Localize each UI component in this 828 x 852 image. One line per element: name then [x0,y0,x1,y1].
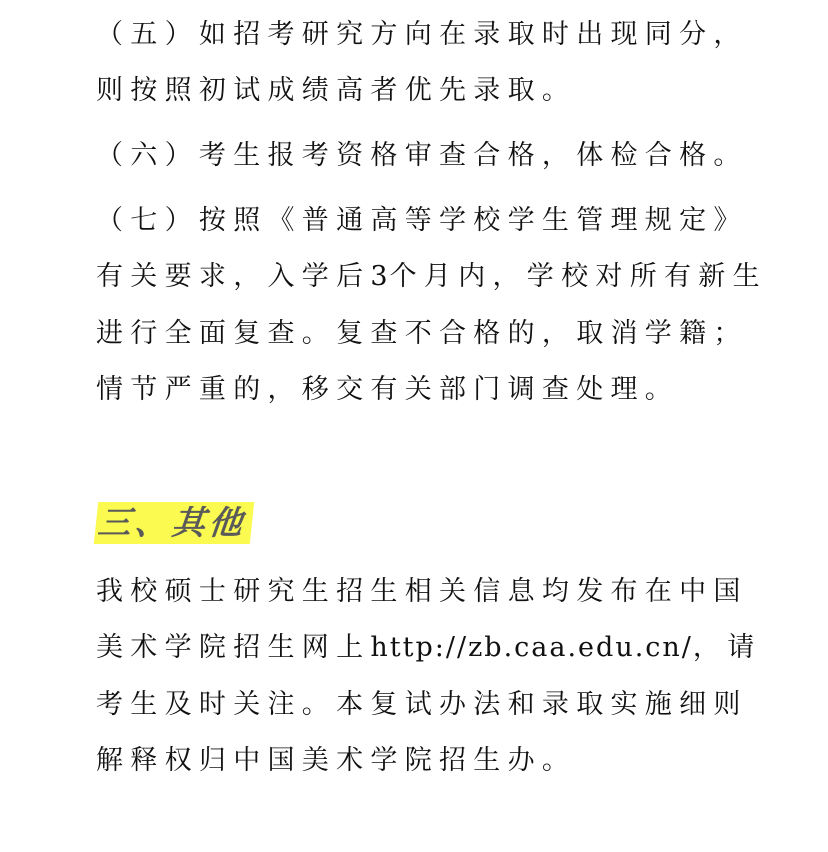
other-line-2 [96,630,762,666]
item-6-line-1: （六）考生报考资格审查合格，体检合格。 [96,140,748,171]
item-7-line-1: （七）按照《普通高等学校学生管理规定》 [96,205,748,236]
item-7-line-4: 情节严重的，移交有关部门调查处理。 [96,374,680,405]
item-7-line-2-text-a: 有关要求，入学后 [96,261,371,292]
other-line-2-text-b: ，请 [692,632,762,663]
item-7-month-number: 3 [370,261,390,292]
section-heading-other: 三、其他 [94,502,254,544]
other-line-2-text-a: 美术学院招生网上 [96,632,371,663]
admissions-url-link[interactable]: http://zb.caa.edu.cn/ [370,632,693,663]
item-7-line-2 [96,259,767,295]
other-line-3: 考生及时关注。本复试办法和录取实施细则 [96,689,748,720]
item-5-line-2: 则按照初试成绩高者优先录取。 [96,75,577,106]
item-5-line-1: （五）如招考研究方向在录取时出现同分， [96,19,748,50]
item-7-line-2-text-b: 个月内，学校对所有新生 [389,261,767,292]
other-line-1: 我校硕士研究生招生相关信息均发布在中国 [96,576,748,607]
other-line-4: 解释权归中国美术学院招生办。 [96,745,577,776]
item-7-line-3: 进行全面复查。复查不合格的，取消学籍； [96,318,748,349]
